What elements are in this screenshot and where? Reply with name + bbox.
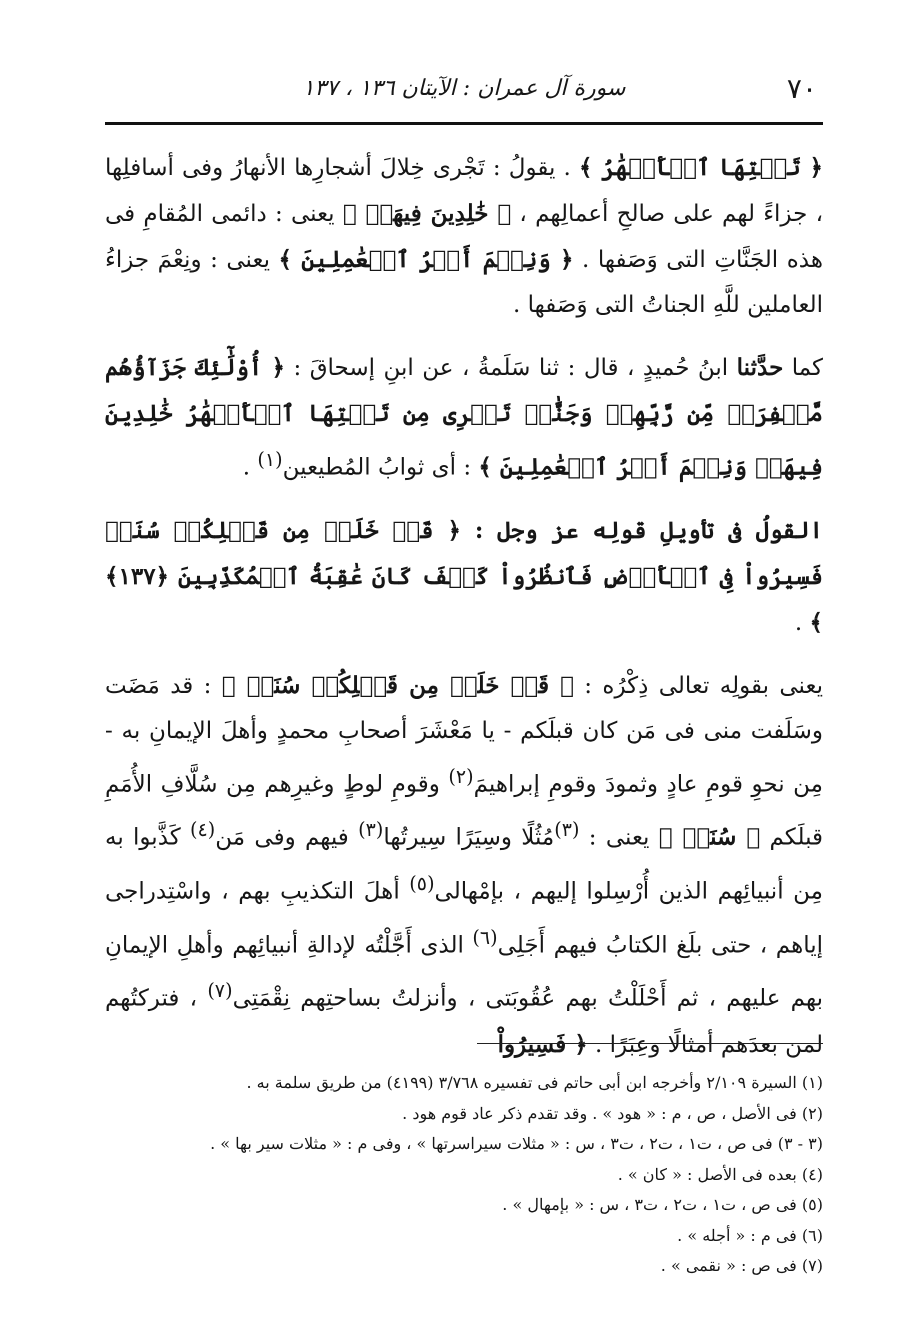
running-title: سورة آل عمران : الآيتان ١٣٦ ، ١٣٧: [302, 76, 626, 101]
quran-verse: ﴿ فَسِيرُواْ: [497, 1030, 588, 1058]
quran-verse: ﴿ قَدۡ خَلَتۡ مِن قَبۡلِكُمۡ سُنَنٞ فَسِيرُواْ فِى ٱلۡأَرۡضِ فَٱنظُرُواْ كَيۡفَ كَانَ عَٰقِبَةُ ٱلۡمُكَذِّبِينَ ﴿١٣٧﴾ ﴾: [105, 516, 823, 636]
footnote-ref[interactable]: (٦): [472, 925, 498, 949]
hadith-chain-marker: حدَّثنا: [736, 354, 784, 381]
footnote-1: (١) السيرة ٢/١٠٩ وأخرجه ابن أبى حاتم فى تفسيره ٣/٧٦٨ (٤١٩٩) من طريق سلمة به .: [246, 1073, 823, 1092]
paragraph-3: [105, 508, 823, 646]
commentary-text: .: [242, 454, 258, 481]
commentary-text: كما: [783, 355, 823, 381]
commentary-text: . يقولُ : تَجْرى خِلالَ أشجارِها الأنهارُ وفى أسافلِها ، جزاءً لهم على صالحِ أعمالِهم ،: [105, 155, 823, 227]
page-header: [105, 64, 823, 104]
page-number: ٧٠: [786, 72, 817, 105]
commentary-text: .: [794, 609, 810, 636]
paragraph-1: [105, 145, 823, 328]
footnote-7: (٧) فى ص : « نقمى » .: [660, 1256, 823, 1275]
footnote-ref[interactable]: (٢): [448, 764, 474, 788]
footnotes: [105, 1068, 823, 1282]
footnote-2: (٢) فى الأصل ، ص ، م : « هود » . وقد تقدم ذكر عاد قوم هود .: [402, 1103, 823, 1123]
footnote-6: (٦) فى م : « أجله » .: [677, 1225, 823, 1245]
commentary-text: فيهم وفى مَن: [215, 824, 359, 851]
paragraph-4: [105, 663, 823, 1068]
commentary-text: يعنى بقولِه تعالى ذِكْرُه :: [573, 672, 823, 699]
quran-verse: ﴿ وَنِعۡمَ أَجۡرُ ٱلۡعَٰمِلِينَ ﴾: [278, 246, 574, 273]
commentary-text: مُثُلًا وسِيَرًا سِيرتُها: [383, 824, 555, 851]
footnote-ref[interactable]: (١): [257, 448, 283, 471]
commentary-text: يعنى : دائمى المُقامِ فى هذه الجَنَّاتِ التى وَصَفها .: [105, 201, 823, 273]
commentary-text: : قد مَضَت وسَلَفت منى فى مَن كان قبلَكم - يا مَعْشَرَ أصحابِ محمدٍ وأهلَ الإيمانِ به - مِن نحوِ قومِ عادٍ وثمودَ وقومِ إبراهيمَ: [105, 672, 823, 798]
footnote-5: (٥) فى ص ، ت١ ، ت٢ ، ت٣ ، س : « بإمهال » .: [502, 1195, 823, 1214]
quran-verse: ﴿ خَٰلِدِينَ فِيهَاۚ ﴾: [342, 200, 512, 227]
quran-verse: ﴿ أُوْلَٰٓئِكَ جَزَآؤُهُم مَّغۡفِرَةٞ مِّن رَّبِّهِمۡ وَجَنَّٰتٞ تَجۡرِى مِن تَحۡتِهَا ٱلۡأَنۡهَٰرُ خَٰلِدِينَ فِيهَاۚ وَنِعۡمَ أَجۡرُ ٱلۡعَٰمِلِينَ ﴾: [105, 354, 823, 481]
footnote-ref[interactable]: (٧): [207, 979, 233, 1003]
commentary-text: ، فتركتُهم لمن بعدَهم أمثالًا وعِبَرًا .: [105, 985, 823, 1058]
footnote-ref[interactable]: (٣): [554, 818, 580, 842]
commentary-text: الذى أَجَّلْتُه لإدالةِ أنبيائِهم وأهلِ الإيمانِ بهم عليهم ، ثم أَحْلَلْتُ بهم عُقُوبَتى ، وأنزلتُ بساحتِهم نِقْمَتِى: [105, 932, 823, 1012]
paragraph-2: [105, 345, 823, 491]
footnote-3: (٣ - ٣) فى ص ، ت١ ، ت٢ ، ت٣ ، س : « مثلات سيراسرتها » ، وفى م : « مثلات سير بها » .: [210, 1134, 823, 1153]
quran-verse: ﴿ سُنَنٞ ﴾: [658, 823, 761, 851]
footnote-ref[interactable]: (٥): [409, 871, 435, 895]
commentary-text: كَذَّبوا به مِن أنبيائِهم الذين أُرْسِلوا إليهم ، بإمْهالى: [105, 824, 823, 905]
footnote-separator: [477, 1043, 823, 1044]
commentary-text: أهلَ التكذيبِ بهم ، واسْتِدراجى إياهم ، حتى بلَغ الكتابُ فيهم أَجَلِى: [105, 878, 823, 959]
main-text: [105, 145, 823, 1068]
commentary-text: : أى ثوابُ المُطيعين: [282, 454, 479, 481]
quran-verse: ﴿ تَحۡتِهَا ٱلۡأَنۡهَٰرُ ﴾: [578, 154, 823, 181]
commentary-text: وقومِ لوطٍ وغيرِهم مِن سُلَّافِ الأُمَمِ قبلَكم: [105, 771, 824, 851]
quran-verse: ﴿ قَدۡ خَلَتۡ مِن قَبۡلِكُمۡ سُنَنٞ ﴾: [221, 671, 574, 699]
footnote-ref[interactable]: (٣): [358, 818, 384, 842]
commentary-text: يعنى :: [579, 824, 659, 851]
commentary-text: يعنى : ونِعْمَ جزاءُ العاملين للَّهِ الجناتُ التى وَصَفها .: [105, 247, 823, 318]
footnote-4: (٤) بعده فى الأصل : « كان » .: [617, 1164, 823, 1184]
header-rule: [105, 122, 823, 125]
footnote-ref[interactable]: (٤): [190, 818, 216, 842]
section-heading: القولُ فى تأويلِ قولِه عز وجل :: [460, 516, 823, 544]
commentary-text: ابنُ حُميدٍ ، قال : ثنا سَلَمةُ ، عن ابنِ إسحاقَ :: [285, 355, 737, 381]
